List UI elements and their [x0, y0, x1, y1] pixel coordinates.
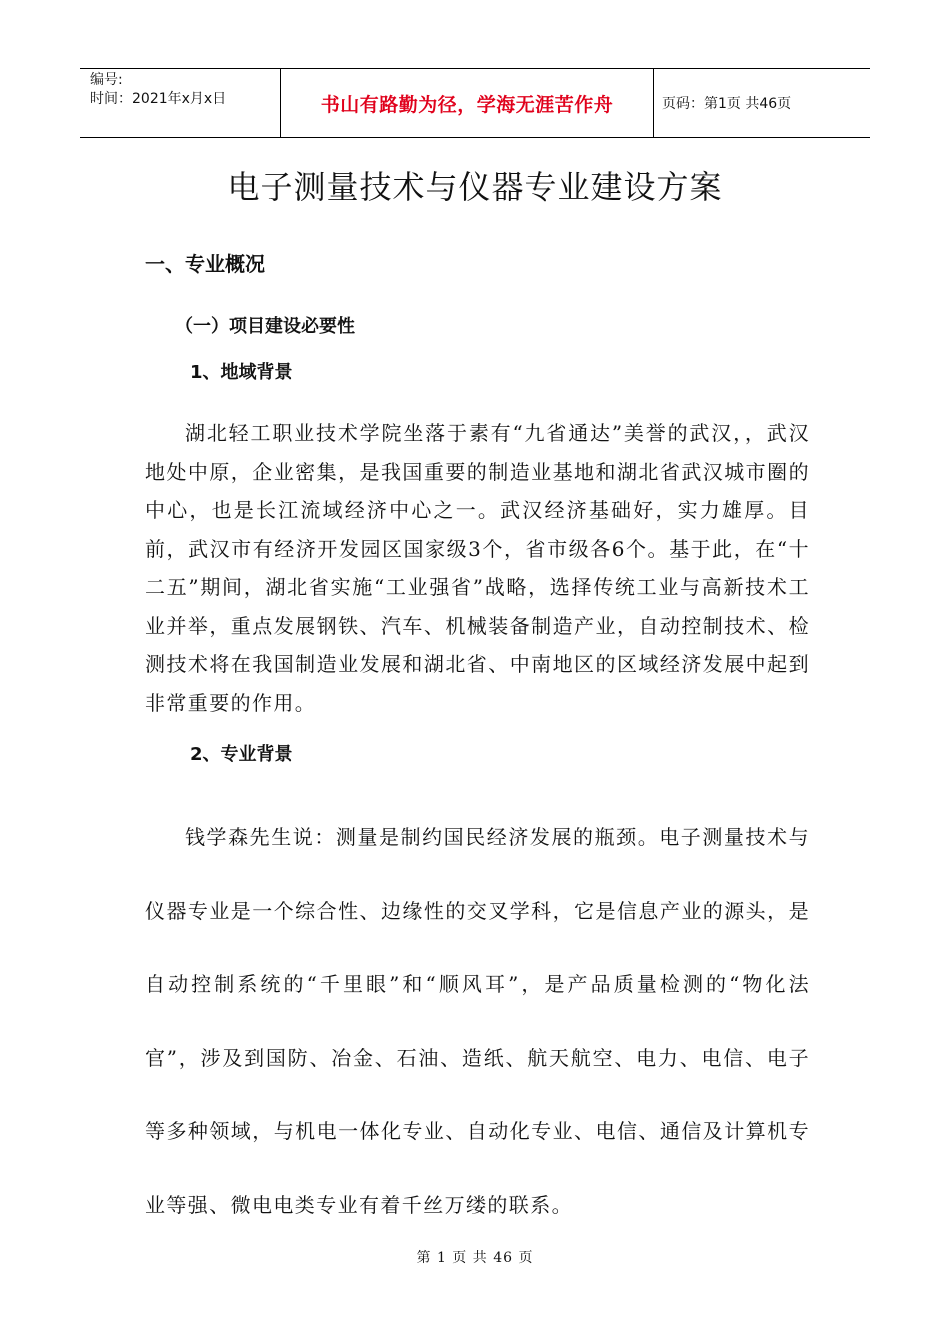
header-page-cell	[654, 69, 870, 137]
paragraph-regional-background: 湖北轻工职业技术学院坐落于素有“九省通达”美誉的武汉，，武汉地处中原，企业密集，是我国重要的制造业基地和湖北省武汉城市圈的中心，也是长江流域经济中心之一。武汉经济基础好，实力雄厚。目前，武汉市有经济开发园区国家级3个，省市级各6个。基于此，在“十二五”期间，湖北省实施“工业强省”战略，选择传统工业与高新技术工业并举，重点发展钢铁、汽车、机械装备制造产业，自动控制技术、检测技术将在我国制造业发展和湖北省、中南地区的区域经济发展中起到非常重要的作用。	[145, 421, 810, 715]
paragraph-professional-background: 钱学森先生说：测量是制约国民经济发展的瓶颈。电子测量技术与仪器专业是一个综合性、边缘性的交叉学科，它是信息产业的源头，是自动控制系统的“千里眼”和“顺风耳”，是产品质量检测的“物化法官”，涉及到国防、冶金、石油、造纸、航天航空、电力、电信、电子等多种领域，与机电一体化专业、自动化专业、电信、通信及计算机专业等强、微电电类专业有着千丝万缕的联系。	[145, 825, 810, 1217]
header-motto-cell	[280, 69, 654, 137]
item-heading-professional: 2、专业背景	[190, 744, 293, 765]
header-meta	[80, 69, 280, 137]
section-heading: 一、专业概况	[145, 252, 265, 276]
subsection-heading: （一）项目建设必要性	[175, 316, 355, 337]
page-footer: 第 1 页 共 46 页	[416, 1250, 534, 1266]
motto-text: 书山有路勤为径，学海无涯苦作舟	[320, 93, 614, 116]
document-title: 电子测量技术与仪器专业建设方案	[227, 168, 723, 206]
document-header	[80, 68, 870, 138]
item-heading-regional: 1、地域背景	[190, 362, 293, 383]
time-label: 时间：2021年x月x日	[90, 91, 227, 107]
page-info: 页码：第1页 共46页	[662, 96, 792, 112]
number-label: 编号:	[90, 72, 123, 88]
